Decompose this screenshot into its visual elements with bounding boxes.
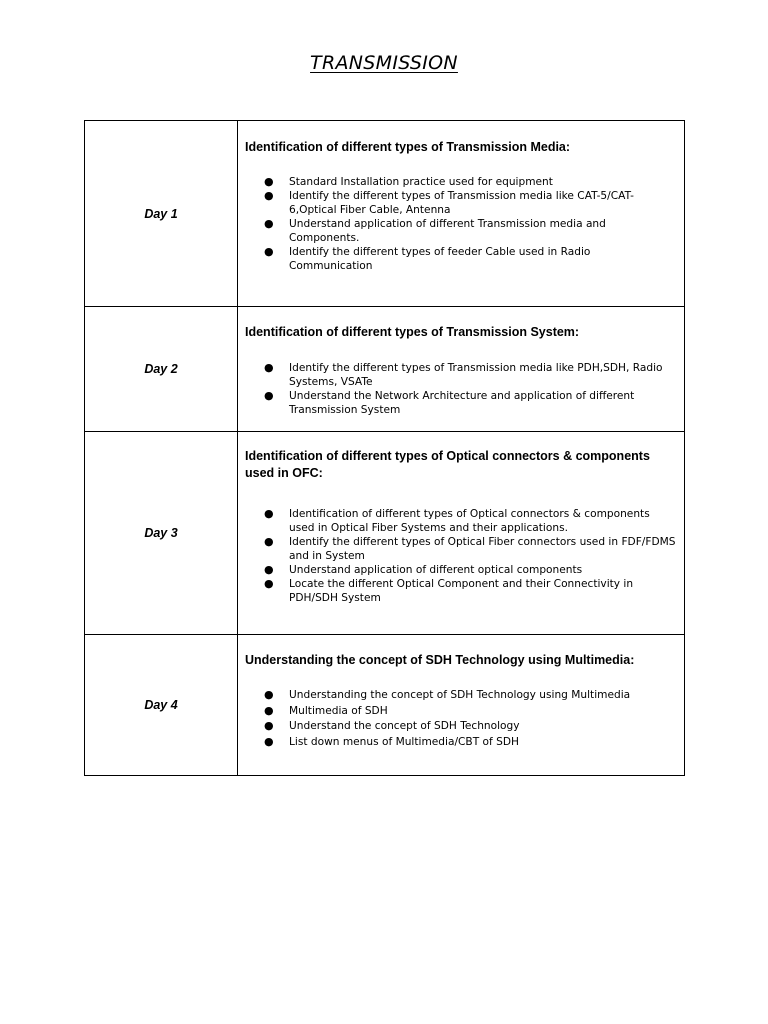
day-label: Day 2: [85, 307, 238, 432]
bullet-icon: ●: [264, 217, 274, 230]
bullet-icon: ●: [264, 389, 274, 402]
list-item: [245, 535, 676, 563]
section-heading: Identification of different types of Optical connectors & components used in OFC:: [245, 449, 650, 480]
list-item: [245, 217, 676, 245]
bullet-icon: ●: [264, 703, 274, 717]
day-label: Day 4: [85, 635, 238, 776]
list-item: [245, 577, 676, 605]
day-content: [238, 635, 685, 776]
list-item-text: Standard Installation practice used for equipment: [289, 176, 553, 188]
day-content: [238, 307, 685, 432]
list-item-text: List down menus of Multimedia/CBT of SDH: [289, 735, 519, 748]
list-item-text: Understanding the concept of SDH Technology using Multimedia: [289, 689, 631, 701]
section-heading: Identification of different types of Transmission System:: [245, 325, 580, 339]
list-item: [245, 507, 676, 535]
list-item-text: Locate the different Optical Component and their Connectivity in PDH/SDH System: [289, 578, 634, 604]
bullet-icon: ●: [264, 361, 274, 374]
bullet-icon: ●: [264, 507, 274, 520]
day-content: [238, 121, 685, 307]
list-item-text: Understand the Network Architecture and application of different Transmission System: [289, 390, 635, 416]
bullet-icon: ●: [264, 175, 274, 188]
topic-list: [245, 507, 676, 605]
list-item: [245, 719, 676, 733]
topic-list: [245, 361, 676, 417]
list-item: [245, 704, 676, 718]
section-heading: Understanding the concept of SDH Technology using Multimedia:: [245, 653, 635, 667]
table-row: [85, 307, 685, 432]
list-item-text: Understand the concept of SDH Technology: [289, 720, 520, 732]
bullet-icon: ●: [264, 577, 274, 590]
bullet-icon: ●: [264, 734, 274, 748]
list-item: [245, 563, 676, 577]
table-row: [85, 635, 685, 776]
bullet-icon: ●: [264, 688, 274, 701]
list-item: [245, 189, 676, 217]
bullet-icon: ●: [264, 245, 274, 258]
list-item: [245, 245, 676, 273]
list-item-text: Multimedia of SDH: [289, 704, 388, 717]
section-heading: Identification of different types of Transmission Media:: [245, 140, 571, 154]
table-row: [85, 121, 685, 307]
list-item-text: Identify the different types of Transmission media like CAT-5/CAT-6,Optical Fiber Cable, Antenna: [289, 190, 634, 216]
list-item: [245, 389, 676, 417]
bullet-icon: ●: [264, 563, 274, 576]
list-item: [245, 175, 676, 189]
list-item-text: Identification of different types of Optical connectors & components used in Optical Fiber Systems and their applications.: [289, 508, 650, 534]
bullet-icon: ●: [264, 719, 274, 732]
table-row: [85, 432, 685, 635]
topic-list: [245, 688, 676, 749]
bullet-icon: ●: [264, 535, 274, 548]
day-label: Day 3: [85, 432, 238, 635]
list-item: [245, 361, 676, 389]
list-item: [245, 735, 676, 749]
list-item-text: Understand application of different Transmission media and Components.: [289, 218, 606, 244]
bullet-icon: ●: [264, 189, 274, 202]
list-item-text: Identify the different types of Transmission media like PDH,SDH, Radio Systems, VSATe: [289, 362, 663, 388]
day-content: [238, 432, 685, 635]
list-item-text: Identify the different types of Optical Fiber connectors used in FDF/FDMS and in System: [289, 536, 676, 562]
document-title: TRANSMISSION: [310, 52, 458, 74]
list-item: [245, 688, 676, 702]
list-item-text: Identify the different types of feeder Cable used in Radio Communication: [289, 246, 591, 272]
topic-list: [245, 175, 676, 273]
list-item-text: Understand application of different optical components: [289, 564, 583, 576]
day-label: Day 1: [85, 121, 238, 307]
training-schedule-table: [84, 120, 685, 776]
